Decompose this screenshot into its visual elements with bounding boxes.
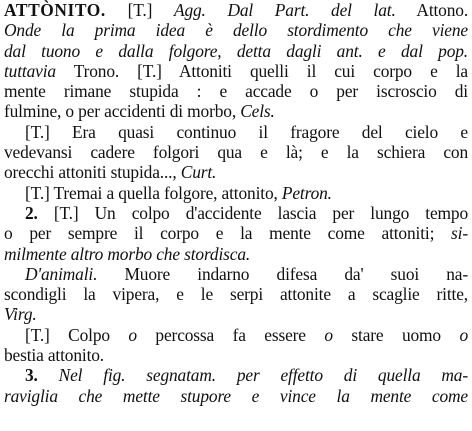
entry-line: [4, 345, 468, 365]
text-segment: [T.] Un colpo d'accidente lascia per lungo tempo: [37, 202, 468, 223]
entry-line: [4, 41, 468, 61]
entry-line: [4, 142, 468, 162]
text-segment: Curt.: [180, 162, 217, 183]
text-segment: stare uomo: [332, 324, 460, 345]
text-segment: [T.] Tremai a quella folgore, attonito,: [25, 182, 282, 203]
entry-line: [4, 101, 468, 121]
text-segment: si-: [451, 223, 468, 244]
text-segment: o: [324, 324, 333, 345]
entry-line: [4, 244, 468, 264]
text-segment: milmente altro morbo che stordisca.: [4, 243, 251, 264]
text-segment: Petron.: [281, 182, 332, 203]
text-segment: Trono. [T.] Attoniti quelli il cui corpo e la: [55, 60, 468, 81]
text-segment: D'animali.: [25, 263, 98, 284]
headword: ATTÒNITO.: [4, 0, 106, 20]
text-segment: percossa fa essere: [136, 324, 325, 345]
text-segment: o: [459, 324, 468, 345]
entry-line: [4, 20, 468, 40]
text-segment: [T.] Era quasi continuo il fragore del cielo e: [25, 121, 468, 142]
text-segment: Muore indarno difesa da' suoi na-: [97, 263, 468, 284]
text-segment: raviglia che mette stupore e vince la mente come: [4, 385, 468, 406]
entry-line: [4, 0, 468, 20]
text-segment: fulmine, o per accidenti di morbo,: [4, 101, 241, 122]
entry-line: [4, 61, 468, 81]
entry-line: [4, 264, 468, 284]
text-segment: scondigli la vipera, e le serpi attonite a scaglie ritte,: [4, 284, 468, 305]
entry-line: [4, 386, 468, 406]
entry-line: [4, 162, 468, 182]
text-segment: Virg.: [4, 304, 37, 325]
text-segment: bestia attonito.: [4, 345, 104, 366]
text-segment: [T.] Colpo: [25, 324, 129, 345]
text-segment: mente rimane stupida : e accade o per iscroscio di: [4, 81, 468, 102]
entry-line: [4, 365, 468, 385]
entry-line: [4, 304, 468, 324]
text-segment: dal tuono e dalla folgore, detta dagli ant. e dal pop.: [4, 40, 468, 61]
text-segment: o: [128, 324, 137, 345]
entry-line: [4, 122, 468, 142]
text-segment: vedevansi cadere folgori qua e là; e la schiera con: [4, 142, 468, 163]
text-segment: orecchi attoniti stupida...,: [4, 162, 181, 183]
text-segment: tuttavia: [4, 60, 56, 81]
entry-line: [4, 203, 468, 223]
dictionary-entry: [4, 0, 468, 406]
entry-line: [4, 183, 468, 203]
text-segment: Agg. Dal Part. del lat.: [173, 0, 396, 20]
text-segment: Onde la prima idea è dello stordimento che viene: [4, 20, 468, 41]
text-segment: [T.]: [105, 0, 174, 20]
text-segment: 2.: [25, 202, 38, 223]
entry-line: [4, 325, 468, 345]
text-segment: 3.: [25, 365, 38, 386]
entry-line: [4, 223, 468, 243]
text-segment: Attono.: [395, 0, 469, 20]
text-segment: o per sempre il corpo e la mente come attoniti;: [4, 223, 452, 244]
text-segment: Cels.: [240, 101, 275, 122]
text-segment: Nel fig. segnatam. per effetto di quella ma-: [37, 365, 468, 386]
entry-line: [4, 284, 468, 304]
entry-line: [4, 81, 468, 101]
